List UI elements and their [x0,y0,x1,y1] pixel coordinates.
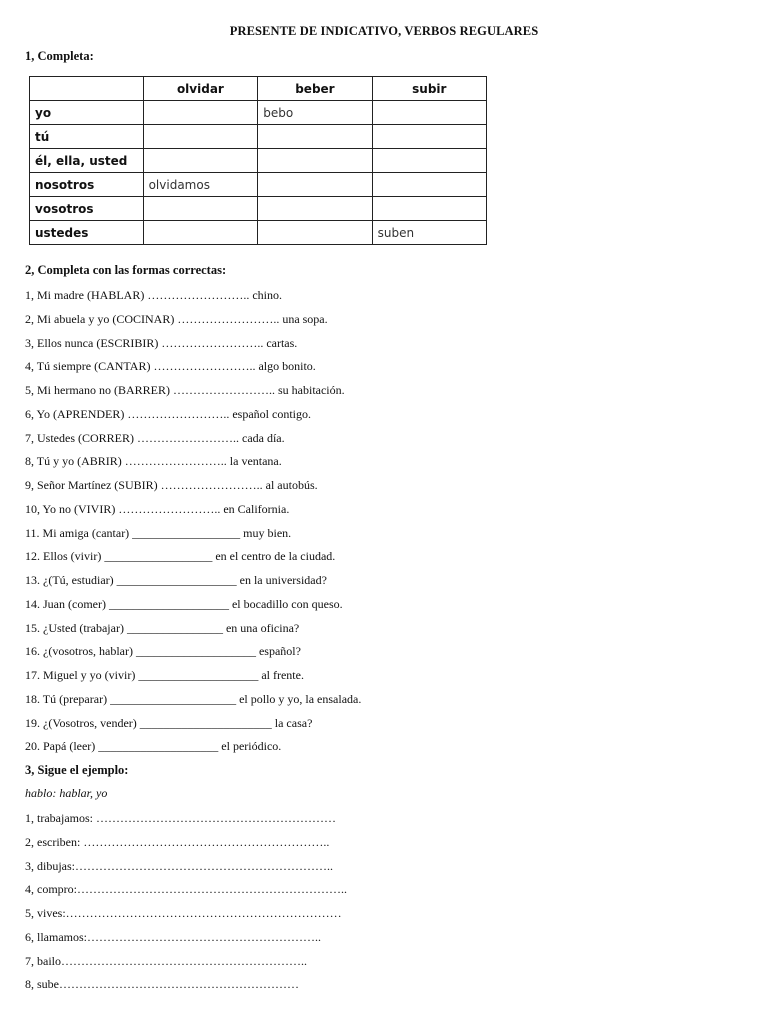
answer-cell[interactable] [372,173,486,197]
section-1-heading: 1, Completa: [25,49,94,63]
pronoun-cell: él, ella, usted [30,149,144,173]
exercise-item: 1, Mi madre (HABLAR) …………………….. chino. [25,288,282,302]
answer-cell[interactable]: olvidamos [143,173,258,197]
answer-cell[interactable] [143,221,258,245]
table-header-cell: olvidar [143,77,258,101]
exercise-item: 10, Yo no (VIVIR) …………………….. en California. [25,501,290,516]
table-header-row [30,77,487,101]
exercise-item: 6, Yo (APRENDER) …………………….. español contigo. [25,406,312,421]
exercise-item: 1, trabajamos: …………………………………………………… [25,811,336,825]
answer-cell[interactable] [372,101,486,125]
table-row [30,197,487,221]
exercise-item: 2, escriben: …………………………………………………….. [25,834,330,849]
exercise-item: 15. ¿Usted (trabajar) ________________ en una oficina? [25,620,300,635]
exercise-item: 9, Señor Martínez (SUBIR) …………………….. al autobús. [25,478,318,492]
pronoun-cell: yo [30,101,144,125]
pronoun-cell: ustedes [30,221,144,245]
table-header-cell [30,77,144,101]
answer-cell[interactable] [258,221,372,245]
answer-cell[interactable]: suben [372,221,486,245]
answer-cell[interactable] [258,125,372,149]
answer-cell[interactable] [372,125,486,149]
table-row [30,125,487,149]
exercise-item: 18. Tú (preparar) _____________________ el pollo y yo, la ensalada. [25,691,362,706]
pronoun-cell: vosotros [30,197,144,221]
exercise-item: 3, Ellos nunca (ESCRIBIR) …………………….. cartas. [25,335,298,350]
exercise-item: 2, Mi abuela y yo (COCINAR) …………………….. una sopa. [25,311,328,326]
exercise-item: 16. ¿(vosotros, hablar) ____________________ español? [25,644,301,659]
section-3-heading: 3, Sigue el ejemplo: [25,763,129,777]
exercise-item: 17. Miguel y yo (vivir) ____________________ al frente. [25,668,304,682]
exercise-item: 14. Juan (comer) ____________________ el bocadillo con queso. [25,596,343,611]
exercise-3-list [25,810,745,1000]
exercise-item: 12. Ellos (vivir) __________________ en el centro de la ciudad. [25,549,336,564]
table-row [30,221,487,245]
table-row [30,149,487,173]
exercise-item: 8, sube…………………………………………………… [25,977,299,992]
exercise-2-list [25,287,745,762]
exercise-item: 7, Ustedes (CORRER) …………………….. cada día. [25,430,285,445]
answer-cell[interactable]: bebo [258,101,372,125]
exercise-item: 20. Papá (leer) ____________________ el periódico. [25,739,282,754]
exercise-item: 6, llamamos:………………………………………………….. [25,929,321,944]
answer-cell[interactable] [258,197,372,221]
answer-cell[interactable] [143,125,258,149]
exercise-item: 3, dibujas:……………………………………………………….. [25,858,333,873]
exercise-item: 4, compro:………………………………………………………….. [25,882,347,897]
exercise-item: 11. Mi amiga (cantar) __________________ muy bien. [25,525,292,540]
table-header-cell: beber [258,77,372,101]
exercise-item: 13. ¿(Tú, estudiar) ____________________ en la universidad? [25,573,327,587]
table-row [30,101,487,125]
answer-cell[interactable] [258,149,372,173]
answer-cell[interactable] [258,173,372,197]
section-2-heading: 2, Completa con las formas correctas: [25,263,227,277]
exercise-item: 7, bailo…………………………………………………….. [25,953,307,968]
table-row [30,173,487,197]
answer-cell[interactable] [143,197,258,221]
answer-cell[interactable] [143,101,258,125]
exercise-item: 5, vives:…………………………………………………………… [25,906,342,920]
pronoun-cell: tú [30,125,144,149]
conjugation-table [29,76,487,245]
answer-cell[interactable] [372,149,486,173]
pronoun-cell: nosotros [30,173,144,197]
table-header-cell: subir [372,77,486,101]
page-title: PRESENTE DE INDICATIVO, VERBOS REGULARES [229,24,539,38]
exercise-item: 19. ¿(Vosotros, vender) ______________________ la casa? [25,715,313,730]
exercise-item: 8, Tú y yo (ABRIR) …………………….. la ventana. [25,454,282,469]
answer-cell[interactable] [372,197,486,221]
answer-cell[interactable] [143,149,258,173]
exercise-item: 4, Tú siempre (CANTAR) …………………….. algo bonito. [25,359,316,374]
example-line: hablo: hablar, yo [25,786,108,800]
exercise-item: 5, Mi hermano no (BARRER) …………………….. su habitación. [25,383,345,397]
